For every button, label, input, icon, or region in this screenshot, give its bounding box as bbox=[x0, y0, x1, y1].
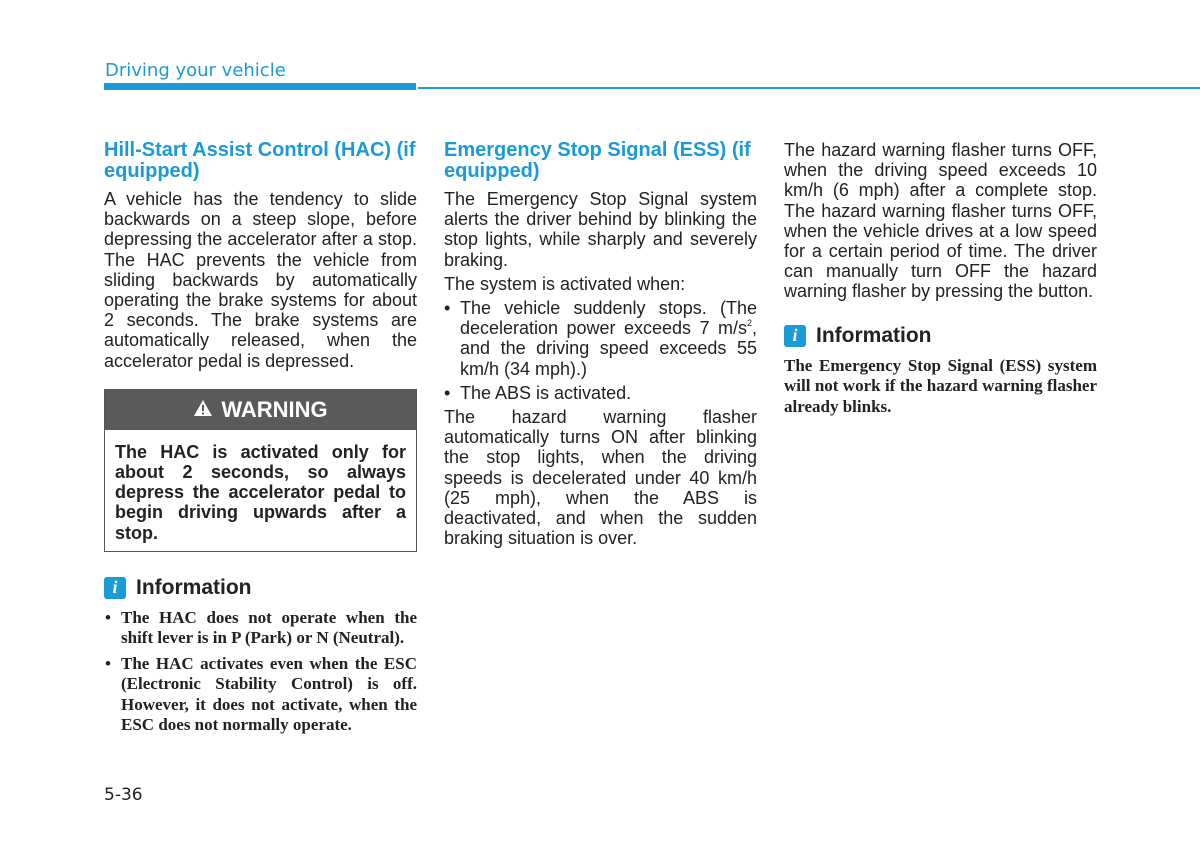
information-title: Information bbox=[816, 323, 932, 347]
information-title: Information bbox=[136, 575, 252, 599]
bullet-text: The vehicle suddenly stops. (The deceleration power exceeds 7 m/s bbox=[460, 298, 757, 339]
list-item: • The HAC does not operate when the shift lever is in P (Park) or N (Neutral). bbox=[104, 608, 417, 649]
information-heading bbox=[104, 576, 417, 600]
header-rule-thin bbox=[418, 87, 1200, 89]
column-right bbox=[784, 140, 1097, 417]
information-body: The Emergency Stop Signal (ESS) system will not work if the hazard warning flasher already blinks. bbox=[784, 355, 1097, 416]
warning-triangle-icon bbox=[193, 397, 213, 423]
list-item: • The HAC activates even when the ESC (Electronic Stability Control) is off. However, it does not activate, when the ESC does not normally operate. bbox=[104, 654, 417, 736]
chapter-title: Driving your vehicle bbox=[105, 60, 286, 81]
information-list bbox=[104, 608, 417, 736]
warning-box bbox=[104, 389, 417, 552]
page-number: 5-36 bbox=[104, 785, 143, 805]
information-heading bbox=[784, 324, 1097, 348]
superscript: 2 bbox=[746, 318, 752, 329]
header-rule-thick bbox=[104, 83, 416, 90]
ess-conditions-list bbox=[444, 298, 757, 403]
warning-header bbox=[105, 390, 416, 430]
bullet-text-rest: , and the driving speed exceeds 55 km/h (34 mph).) bbox=[460, 318, 757, 379]
list-item bbox=[444, 298, 757, 379]
ess-flasher-on-paragraph: The hazard warning flasher automatically turns ON after blinking the stop lights, when the driving speeds is decelerated under 40 km/h (25 mph), when the ABS is deactivated, and when the sudden braking situation is over. bbox=[444, 407, 757, 549]
list-item: • The ABS is activated. bbox=[444, 383, 757, 403]
warning-body: The HAC is activated only for about 2 seconds, so always depress the accelerator pedal to begin driving upwards after a stop. bbox=[115, 441, 406, 543]
information-icon: i bbox=[784, 325, 806, 347]
warning-title: WARNING bbox=[221, 396, 328, 422]
hac-body: A vehicle has the tendency to slide backwards on a steep slope, before depressing the accelerator after a stop. The HAC prevents the vehicle from sliding backwards by automatically operating the brake systems for about 2 seconds. The brake systems are automatically released, when the accelerator pedal is depressed. bbox=[104, 189, 417, 371]
column-left bbox=[104, 140, 417, 741]
ess-heading: Emergency Stop Signal (ESS) (if equipped) bbox=[444, 139, 751, 182]
ess-activated-when: The system is activated when: bbox=[444, 273, 686, 294]
column-middle bbox=[444, 140, 757, 552]
hac-heading: Hill-Start Assist Control (HAC) (if equipped) bbox=[104, 139, 416, 182]
information-icon: i bbox=[104, 577, 126, 599]
ess-flasher-off-paragraph: The hazard warning flasher turns OFF, when the driving speed exceeds 10 km/h (6 mph) after a complete stop. The hazard warning flasher turns OFF, when the vehicle drives at a low speed for a certain period of time. The driver can manually turn OFF the hazard warning flasher by pressing the button. bbox=[784, 140, 1097, 302]
ess-intro: The Emergency Stop Signal system alerts the driver behind by blinking the stop lights, while sharply and severely braking. bbox=[444, 189, 757, 270]
